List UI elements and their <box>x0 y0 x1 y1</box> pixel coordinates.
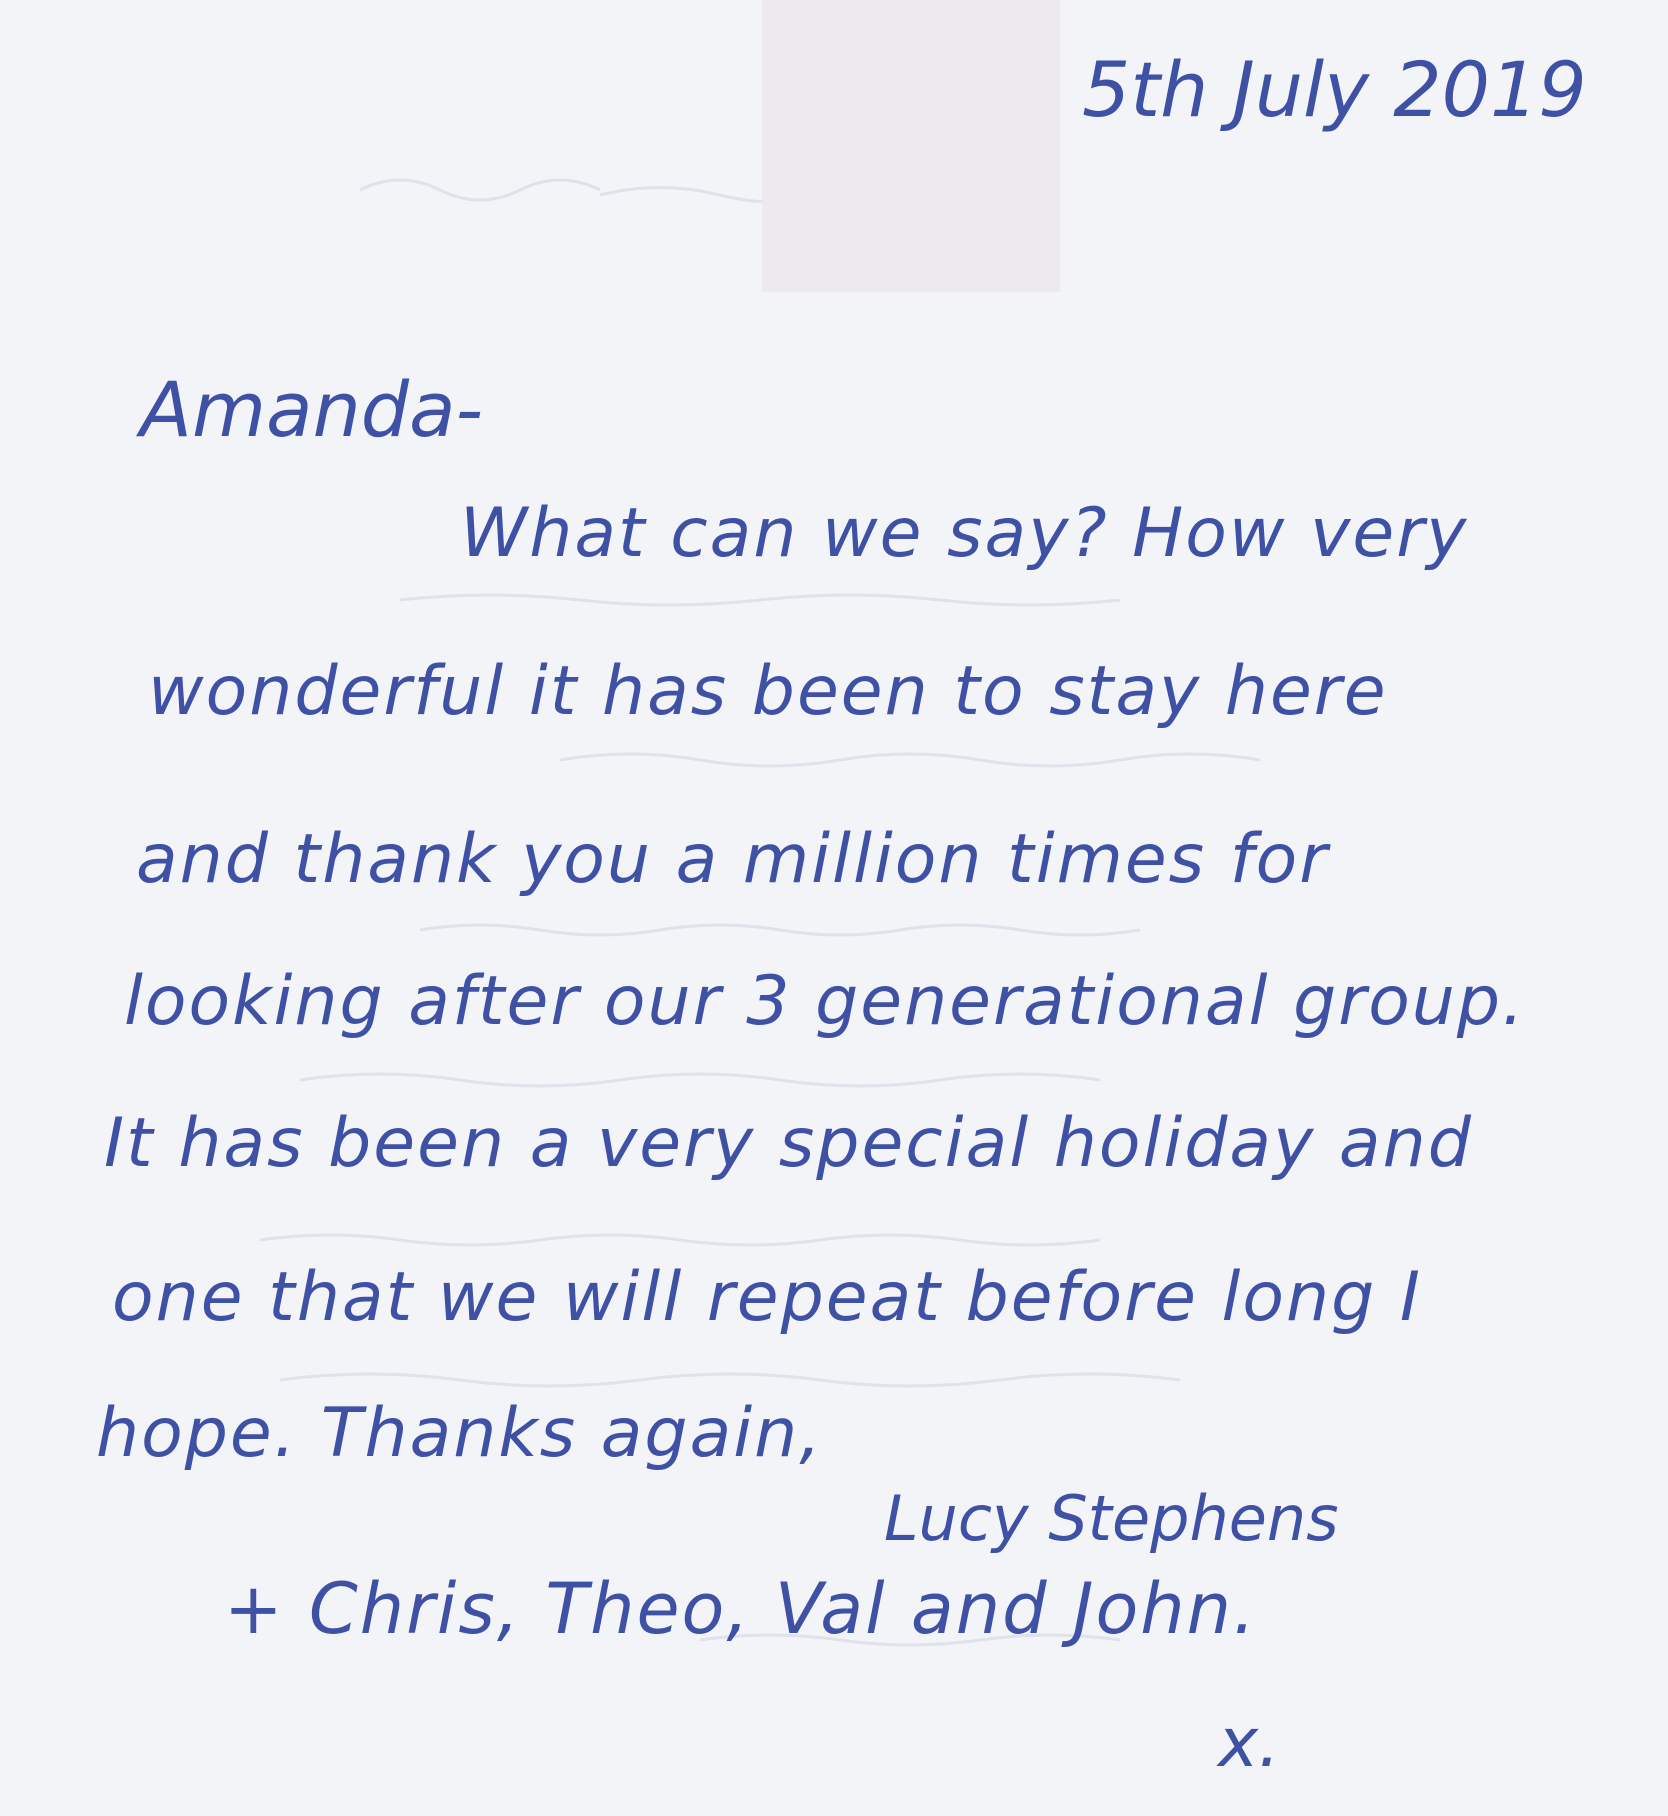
signature: Lucy Stephens <box>884 1482 1339 1555</box>
body-line: wonderful it has been to stay here <box>148 652 1388 731</box>
paper-patch <box>762 0 1060 292</box>
body-line: It has been a very special holiday and <box>104 1104 1473 1183</box>
body-line: What can we say? How very <box>460 494 1469 573</box>
salutation: Amanda- <box>140 365 484 454</box>
sign-off-kiss: x. <box>1218 1704 1280 1783</box>
body-line: one that we will repeat before long I <box>112 1258 1422 1337</box>
letter-date: 5th July 2019 <box>1082 45 1587 134</box>
cosigners-line: + Chris, Theo, Val and John. <box>224 1568 1258 1650</box>
body-line: looking after our 3 generational group. <box>124 962 1526 1041</box>
body-line: hope. Thanks again, <box>96 1394 823 1473</box>
body-line: and thank you a million times for <box>136 820 1330 899</box>
